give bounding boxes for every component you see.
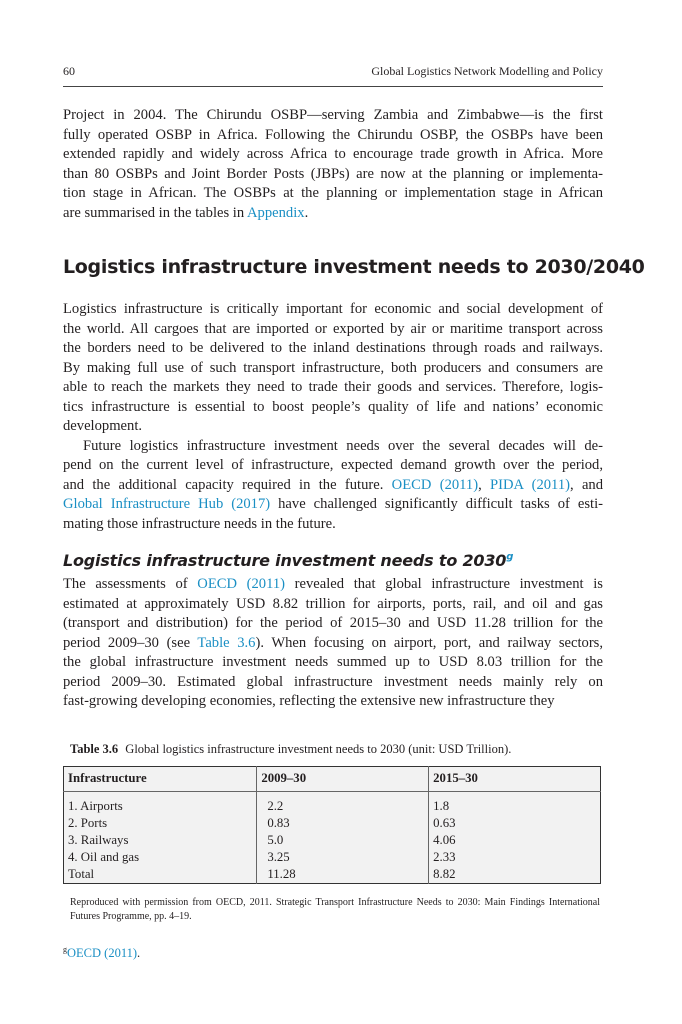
table-row [64, 849, 601, 866]
running-header [63, 64, 603, 79]
text-run: period 2009–30 (see [63, 634, 198, 651]
text-line [63, 300, 603, 320]
table-cell: 4.06 [429, 832, 601, 849]
text-run: able to reach the markets they need to trade their goods and services. Therefore, logis- [63, 379, 603, 395]
text-line [63, 106, 603, 126]
text-run: . [304, 204, 309, 221]
text-run: than 80 OSBPs and Joint Border Posts (JBPs) are now at the planning or implementa- [63, 165, 603, 182]
table-cell: 8.82 [429, 866, 601, 884]
table-cell: 3.25 [257, 849, 429, 866]
text-run: tics infrastructure is essential to boost people’s quality of life and nations’ economic [63, 398, 603, 415]
text-run: Future logistics infrastructure investment needs over the several decades will de- [83, 437, 603, 454]
text-run: estimated at approximately USD 8.82 trillion for airports, ports, rail, and oil and gas [63, 595, 603, 612]
table-cell: 11.28 [257, 866, 429, 884]
column-header: 2015–30 [429, 767, 601, 792]
table-cell: 0.63 [429, 815, 601, 832]
citation-link[interactable]: Appendix [247, 204, 305, 221]
footnote-link[interactable]: OECD (2011) [67, 946, 138, 961]
table-source-note: Reproduced with permission from OECD, 2011. Strategic Transport Infrastructure Needs to 2030: Main Findings International Futures Programme, pp. 4–19. [70, 897, 600, 922]
text-line [63, 437, 603, 457]
text-run: pend on the current level of infrastructure, expected demand growth over the period, [63, 457, 603, 473]
text-run: ). When focusing on airport, port, and railway sectors, [255, 634, 604, 651]
table-cell: Total [68, 867, 95, 881]
text-line [63, 378, 603, 398]
table-cell: 5.0 [257, 832, 429, 849]
text-line [63, 320, 603, 340]
column-header: Infrastructure [64, 767, 257, 792]
text-line [63, 398, 603, 418]
text-line [63, 614, 603, 634]
text-run: mating those infrastructure needs in the future. [63, 515, 336, 532]
table-cell: 1. Airports [68, 799, 123, 813]
page-number: 60 [63, 64, 75, 78]
citation-link[interactable]: OECD (2011) [391, 476, 479, 493]
text-line [63, 456, 603, 476]
citation-link[interactable]: Global Infrastructure Hub (2017) [63, 496, 271, 512]
text-line [63, 339, 603, 359]
table-cell: 4. Oil and gas [68, 850, 140, 864]
text-run: , [478, 476, 491, 493]
paragraph-assessments [63, 575, 603, 712]
table-cell: 2. Ports [68, 816, 108, 830]
text-line [63, 359, 603, 379]
text-line [63, 165, 603, 185]
table-row [64, 792, 601, 816]
text-line [63, 417, 603, 437]
footnote-mark[interactable]: g [506, 551, 514, 563]
text-run: fast-growing developing economies, reflecting the extensive new infrastructure they [63, 693, 555, 709]
table-cell: 1.8 [429, 792, 601, 816]
table-caption [70, 742, 511, 757]
text-run: tion stage in African. The OSBPs at the planning or implementation stage in African [63, 185, 603, 201]
text-run: have challenged significantly difficult tasks of esti- [270, 496, 603, 512]
text-run: development. [63, 418, 143, 434]
text-run: , and [569, 476, 604, 493]
text-run: the global infrastructure investment needs summed up to USD 8.03 trillion for the [63, 654, 603, 670]
table-cell: 2.33 [429, 849, 601, 866]
text-run: (transport and distribution) for the period of 2015–30 and USD 11.28 trillion for the [63, 615, 603, 631]
text-run: are summarised in the tables in [63, 204, 247, 221]
paragraph-importance [63, 300, 603, 437]
text-line [63, 495, 603, 515]
text-run: and the additional capacity required in the future. [63, 476, 392, 493]
paragraph-osbp [63, 106, 603, 223]
section-heading: Logistics infrastructure investment needs to 2030/2040 [63, 256, 645, 278]
table-row [64, 815, 601, 832]
table-row [64, 832, 601, 849]
text-run: period 2009–30. Estimated global infrastructure investment needs mainly rely on [63, 673, 603, 690]
table-cell: 2.2 [257, 792, 429, 816]
table-label: Table 3.6 [70, 742, 119, 756]
text-line [63, 595, 603, 615]
text-line [63, 653, 603, 673]
citation-link[interactable]: Table 3.6 [197, 634, 256, 651]
footnote-marker: g [63, 945, 67, 954]
citation-link[interactable]: OECD (2011) [197, 576, 286, 592]
footnote [63, 945, 140, 961]
text-line [63, 634, 603, 654]
text-line [63, 692, 603, 712]
subsection-heading [63, 551, 513, 570]
table-cell: 3. Railways [68, 833, 129, 847]
table-header-row [64, 767, 601, 792]
footnote-suffix: . [137, 946, 141, 961]
text-line [63, 126, 603, 146]
text-run: revealed that global infrastructure investment is [285, 576, 603, 592]
citation-link[interactable]: PIDA (2011) [490, 476, 570, 493]
text-run: the world. All cargoes that are imported or exported by air or maritime transport across [63, 320, 603, 337]
paragraph-future-needs [63, 437, 603, 535]
text-line [63, 184, 603, 204]
subsection-heading-text: Logistics infrastructure investment needs to 2030 [63, 551, 507, 570]
table-row [64, 866, 601, 884]
text-run: the borders need to be delivered to the inland destinations through roads and railways. [63, 340, 603, 356]
text-line [63, 476, 603, 496]
investment-table [63, 766, 601, 884]
running-title: Global Logistics Network Modelling and Policy [371, 64, 603, 78]
text-line [63, 515, 603, 535]
text-line [63, 575, 603, 595]
text-run: The assessments of [63, 576, 198, 592]
text-run: Logistics infrastructure is critically important for economic and social development of [63, 301, 603, 317]
table-caption-text: Global logistics infrastructure investment needs to 2030 (unit: USD Trillion). [125, 742, 512, 756]
text-line [63, 673, 603, 693]
text-line [63, 145, 603, 165]
text-line [63, 204, 603, 224]
column-header: 2009–30 [257, 767, 429, 792]
header-rule [63, 86, 603, 87]
text-run: By making full use of such transport infrastructure, both producers and consumers are [63, 359, 603, 376]
text-run: Project in 2004. The Chirundu OSBP—serving Zambia and Zimbabwe—is the first [63, 107, 603, 123]
text-run: extended rapidly and widely across Africa to encourage trade growth in Africa. More [63, 146, 603, 162]
text-run: fully operated OSBP in Africa. Following the Chirundu OSBP, the OSBPs have been [63, 126, 603, 143]
table-cell: 0.83 [257, 815, 429, 832]
